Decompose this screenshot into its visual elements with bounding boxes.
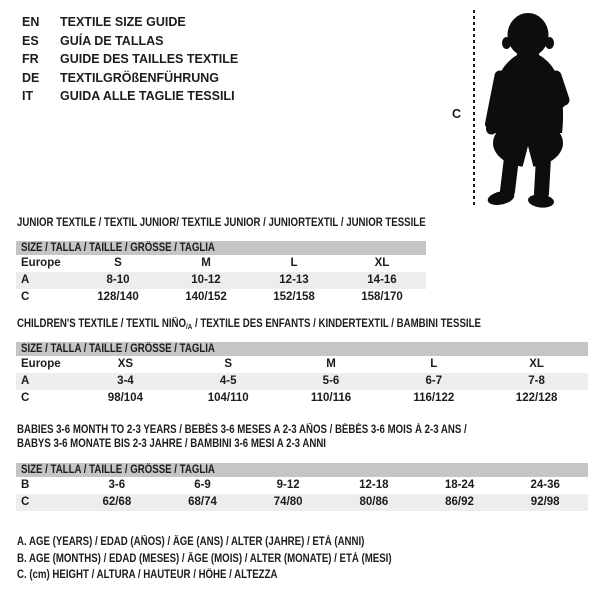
legend-line-c: C. (cm) HEIGHT / ALTURA / HAUTEUR / HÖHE / ALTEZZA: [17, 569, 278, 581]
guide-title: TEXTILGRÖßENFÜHRUNG: [60, 70, 220, 85]
language-code: EN: [22, 15, 40, 29]
nino-a-subscript: /A: [186, 322, 193, 331]
language-code: DE: [22, 70, 40, 85]
row-label: A: [21, 274, 30, 286]
guide-title: GUIDE DES TAILLES TEXTILE: [60, 52, 239, 66]
size-cell: 92/98: [530, 496, 560, 508]
row-label: Europe: [21, 358, 61, 370]
table-row-europe: [16, 255, 426, 272]
toddler-silhouette-image: [484, 10, 574, 208]
size-cell: S: [224, 358, 233, 370]
language-code: ES: [22, 33, 39, 48]
row-label: C: [21, 392, 30, 404]
row-label: B: [21, 479, 30, 491]
guide-title: GUIDA ALLE TAGLIE TESSILI: [60, 89, 235, 103]
language-title-list: [22, 13, 238, 106]
table-row-europe: [16, 356, 588, 373]
language-row-it: [22, 87, 238, 106]
size-cell: L: [290, 257, 298, 269]
size-cell: L: [430, 358, 438, 370]
size-cell: 104/110: [207, 392, 249, 404]
size-cell: 3-4: [117, 375, 134, 387]
height-label-c: C: [452, 107, 462, 121]
babies-size-table: [16, 463, 588, 511]
table-row-age-years: [16, 272, 426, 289]
height-measure-dashed-line: [473, 10, 475, 208]
junior-size-table: [16, 241, 426, 306]
size-header-bar: SIZE / TALLA / TAILLE / GRÖSSE / TAGLIA: [16, 342, 588, 356]
size-cell: M: [326, 358, 336, 370]
size-cell: 12-13: [279, 274, 309, 286]
table-row-height: [16, 494, 588, 511]
language-row-es: [22, 32, 238, 51]
table-row-age-years: [16, 373, 588, 390]
size-cell: 140/152: [185, 291, 227, 303]
size-cell: 74/80: [273, 496, 303, 508]
size-cell: 6-7: [425, 375, 443, 387]
size-cell: 12-18: [359, 479, 389, 491]
size-cell: 14-16: [367, 274, 397, 286]
size-cell: 24-36: [530, 479, 560, 491]
size-header-bar: SIZE / TALLA / TAILLE / GRÖSSE / TAGLIA: [16, 241, 426, 255]
size-cell: XL: [374, 257, 390, 269]
children-size-table: [16, 342, 588, 407]
language-code: IT: [22, 89, 34, 103]
size-cell: 4-5: [219, 375, 237, 387]
size-cell: 7-8: [528, 375, 545, 387]
children-table-title: CHILDREN'S TEXTILE / TEXTIL NIÑO/A / TEXTILE DES ENFANTS / KINDERTEXTIL / BAMBINI TESSILE: [17, 318, 481, 331]
guide-title: TEXTILE SIZE GUIDE: [60, 15, 186, 29]
size-cell: 122/128: [515, 392, 558, 404]
language-row-de: [22, 69, 238, 88]
legend: [17, 534, 463, 584]
size-cell: XS: [117, 358, 134, 370]
size-cell: XL: [529, 358, 544, 370]
size-cell: 80/86: [359, 496, 389, 508]
language-row-en: [22, 13, 238, 32]
size-cell: 116/122: [413, 392, 455, 404]
row-label: A: [21, 375, 30, 387]
table-row-height: [16, 289, 426, 306]
size-cell: 110/116: [310, 392, 352, 404]
size-cell: 6-9: [194, 479, 211, 491]
size-cell: S: [114, 257, 122, 269]
legend-line-b: B. AGE (MONTHS) / EDAD (MESES) / ÂGE (MOIS) / ALTER (MONATE) / ETÀ (MESI): [17, 552, 392, 565]
table-row-age-months: [16, 477, 588, 494]
size-cell: 5-6: [322, 375, 340, 387]
row-label: C: [21, 291, 30, 303]
size-cell: 152/158: [273, 291, 315, 303]
size-cell: 62/68: [102, 496, 132, 508]
size-cell: 98/104: [107, 392, 143, 404]
table-row-height: [16, 390, 588, 407]
size-cell: 10-12: [191, 274, 221, 286]
language-code: FR: [22, 52, 39, 66]
size-cell: 9-12: [276, 479, 300, 491]
legend-line-a: A. AGE (YEARS) / EDAD (AÑOS) / ÂGE (ANS) / ALTER (JAHRE) / ETÀ (ANNI): [17, 536, 365, 548]
size-cell: 68/74: [188, 496, 217, 508]
size-cell: M: [201, 257, 211, 269]
size-cell: 3-6: [108, 479, 126, 491]
row-label: C: [21, 496, 30, 508]
size-cell: 18-24: [444, 479, 475, 491]
size-cell: 158/170: [361, 291, 403, 303]
babies-table-title: BABIES 3-6 MONTH TO 2-3 YEARS / BEBÉS 3-6 MESES A 2-3 AÑOS / BÉBÉS 3-6 MOIS À 2-3 ANS / BABYS 3-6 MONATE BIS 2-3 JAHRE / BAMBINI 3-6 MESI A 2-3 ANNI: [17, 424, 467, 450]
size-header-bar: SIZE / TALLA / TAILLE / GRÖSSE / TAGLIA: [16, 463, 588, 477]
row-label: Europe: [21, 257, 61, 269]
language-row-fr: [22, 50, 238, 69]
size-cell: 128/140: [97, 291, 139, 303]
size-cell: 86/92: [445, 496, 474, 508]
guide-title: GUÍA DE TALLAS: [60, 33, 164, 48]
junior-table-title: JUNIOR TEXTILE / TEXTIL JUNIOR/ TEXTILE JUNIOR / JUNIORTEXTIL / JUNIOR TESSILE: [17, 217, 426, 229]
size-cell: 8-10: [106, 274, 130, 286]
